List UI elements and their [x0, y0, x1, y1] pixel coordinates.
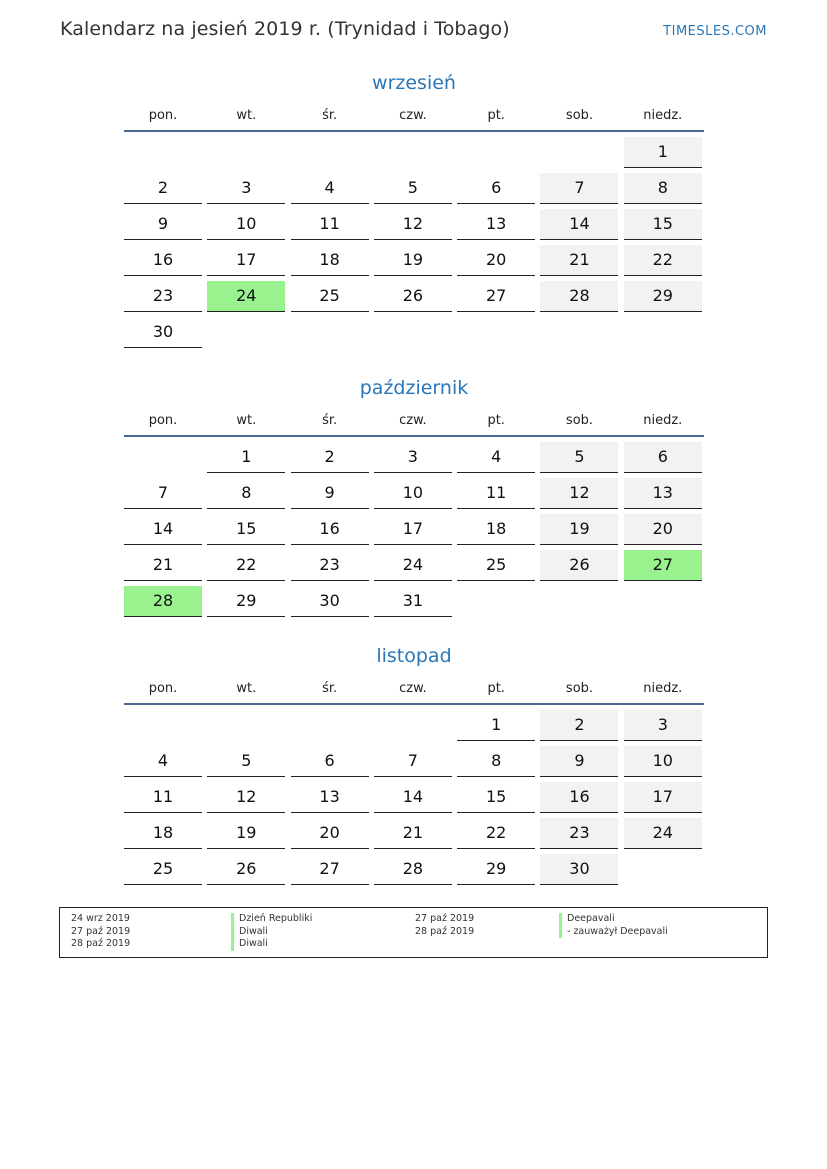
- weekday-header: [124, 679, 704, 705]
- weekday-label: pon.: [148, 413, 178, 428]
- day-cell: 16: [540, 782, 618, 813]
- day-cell: 2: [540, 710, 618, 741]
- empty-cell: [374, 137, 452, 167]
- day-cell: 4: [291, 173, 369, 204]
- weekday-label: pon.: [148, 681, 178, 696]
- legend-date: 27 paź 2019: [415, 913, 475, 924]
- day-cell: 3: [624, 710, 702, 741]
- day-cell: 6: [291, 746, 369, 777]
- day-cell: 15: [624, 209, 702, 240]
- legend-holiday-name: Dzień Republiki: [231, 913, 312, 926]
- legend-dates-col-1: [71, 913, 130, 951]
- weekday-label: czw.: [399, 108, 427, 123]
- day-cell: 22: [624, 245, 702, 276]
- day-cell: 14: [124, 514, 202, 545]
- month-title: październik: [359, 377, 469, 399]
- day-cell: 20: [457, 245, 535, 276]
- legend-holiday-name: Deepavali: [559, 913, 668, 926]
- day-cell: 6: [457, 173, 535, 204]
- day-cell: 19: [207, 818, 285, 849]
- legend-date: 27 paź 2019: [71, 925, 131, 937]
- day-cell: 19: [540, 514, 618, 545]
- day-cell: 19: [374, 245, 452, 276]
- day-cell: 23: [540, 818, 618, 849]
- legend-holiday-name: - zauważył Deepavali: [559, 926, 668, 939]
- weekday-label: śr.: [322, 413, 338, 428]
- day-cell: 29: [624, 281, 702, 312]
- weekday-label: czw.: [399, 681, 427, 696]
- day-cell: 15: [207, 514, 285, 545]
- day-cell: 8: [457, 746, 535, 777]
- weekday-label: czw.: [399, 413, 427, 428]
- weekday-label: sob.: [565, 413, 594, 428]
- day-cell: 24: [624, 818, 702, 849]
- legend-dates-col-2: [415, 913, 474, 938]
- day-cell: 30: [124, 317, 202, 348]
- legend-holiday-name: Diwali: [231, 938, 312, 951]
- weekday-label: pt.: [487, 413, 505, 428]
- weekday-label: śr.: [322, 681, 338, 696]
- day-cell: 9: [124, 209, 202, 240]
- day-cell: 13: [624, 478, 702, 509]
- empty-cell: [207, 710, 285, 740]
- day-cell: 14: [374, 782, 452, 813]
- day-cell: 9: [540, 746, 618, 777]
- day-cell: 22: [457, 818, 535, 849]
- day-cell: 4: [457, 442, 535, 473]
- day-cell: 16: [291, 514, 369, 545]
- weekday-label: niedz.: [643, 108, 683, 123]
- day-cell: 28: [540, 281, 618, 312]
- day-cell: 18: [124, 818, 202, 849]
- day-cell: 18: [457, 514, 535, 545]
- day-cell: 2: [124, 173, 202, 204]
- day-cell: 29: [207, 586, 285, 617]
- day-cell: 23: [291, 550, 369, 581]
- day-grid: [124, 137, 704, 348]
- day-cell: 12: [540, 478, 618, 509]
- day-cell: 5: [374, 173, 452, 204]
- day-cell: 26: [540, 550, 618, 581]
- day-cell: 29: [457, 854, 535, 885]
- legend-holiday-name: Diwali: [231, 926, 312, 939]
- empty-cell: [124, 710, 202, 740]
- day-cell: 1: [457, 710, 535, 741]
- day-cell: 28: [374, 854, 452, 885]
- day-cell: 26: [207, 854, 285, 885]
- day-cell: 11: [124, 782, 202, 813]
- day-cell: 30: [291, 586, 369, 617]
- empty-cell: [540, 137, 618, 167]
- holiday-day-cell: 28: [124, 586, 202, 617]
- day-cell: 21: [124, 550, 202, 581]
- day-cell: 1: [207, 442, 285, 473]
- page-title: Kalendarz na jesień 2019 r. (Trynidad i Tobago): [60, 18, 510, 40]
- day-cell: 12: [207, 782, 285, 813]
- empty-cell: [124, 137, 202, 167]
- day-cell: 11: [457, 478, 535, 509]
- day-cell: 17: [207, 245, 285, 276]
- empty-cell: [291, 710, 369, 740]
- weekday-label: śr.: [322, 108, 338, 123]
- day-cell: 5: [540, 442, 618, 473]
- day-cell: 8: [624, 173, 702, 204]
- day-cell: 14: [540, 209, 618, 240]
- day-cell: 1: [624, 137, 702, 168]
- weekday-label: pon.: [148, 108, 178, 123]
- day-cell: 8: [207, 478, 285, 509]
- empty-cell: [124, 442, 202, 472]
- day-cell: 15: [457, 782, 535, 813]
- day-cell: 12: [374, 209, 452, 240]
- empty-cell: [457, 137, 535, 167]
- empty-cell: [207, 137, 285, 167]
- holiday-day-cell: 24: [207, 281, 285, 312]
- day-cell: 22: [207, 550, 285, 581]
- day-cell: 3: [207, 173, 285, 204]
- weekday-label: sob.: [565, 108, 594, 123]
- day-cell: 4: [124, 746, 202, 777]
- day-cell: 3: [374, 442, 452, 473]
- day-cell: 17: [624, 782, 702, 813]
- day-cell: 25: [291, 281, 369, 312]
- holiday-legend: [59, 907, 768, 958]
- day-cell: 5: [207, 746, 285, 777]
- day-cell: 2: [291, 442, 369, 473]
- weekday-label: pt.: [487, 681, 505, 696]
- weekday-label: wt.: [236, 108, 257, 123]
- day-cell: 21: [540, 245, 618, 276]
- day-cell: 21: [374, 818, 452, 849]
- month-november: [124, 643, 704, 885]
- legend-date: 28 paź 2019: [415, 925, 475, 937]
- legend-date: 24 wrz 2019: [71, 913, 130, 924]
- day-cell: 10: [374, 478, 452, 509]
- month-october: [124, 375, 704, 617]
- weekday-label: niedz.: [643, 681, 683, 696]
- day-cell: 31: [374, 586, 452, 617]
- weekday-header: [124, 106, 704, 132]
- day-cell: 13: [291, 782, 369, 813]
- day-cell: 7: [540, 173, 618, 204]
- day-cell: 6: [624, 442, 702, 473]
- empty-cell: [374, 710, 452, 740]
- day-cell: 18: [291, 245, 369, 276]
- month-title: listopad: [376, 645, 452, 667]
- day-cell: 10: [624, 746, 702, 777]
- day-cell: 25: [457, 550, 535, 581]
- day-cell: 7: [124, 478, 202, 509]
- weekday-label: wt.: [236, 681, 257, 696]
- day-cell: 13: [457, 209, 535, 240]
- day-cell: 7: [374, 746, 452, 777]
- day-cell: 9: [291, 478, 369, 509]
- empty-cell: [291, 137, 369, 167]
- day-cell: 27: [291, 854, 369, 885]
- day-cell: 17: [374, 514, 452, 545]
- day-cell: 23: [124, 281, 202, 312]
- month-title: wrzesień: [372, 72, 456, 94]
- day-cell: 25: [124, 854, 202, 885]
- day-cell: 24: [374, 550, 452, 581]
- holiday-day-cell: 27: [624, 550, 702, 581]
- day-grid: [124, 710, 704, 885]
- day-cell: 16: [124, 245, 202, 276]
- day-cell: 30: [540, 854, 618, 885]
- day-cell: 20: [624, 514, 702, 545]
- weekday-label: pt.: [487, 108, 505, 123]
- day-cell: 10: [207, 209, 285, 240]
- weekday-label: wt.: [236, 413, 257, 428]
- month-september: [124, 70, 704, 348]
- legend-names-col-1: [231, 913, 312, 951]
- day-cell: 11: [291, 209, 369, 240]
- legend-date: 28 paź 2019: [71, 938, 131, 949]
- weekday-header: [124, 411, 704, 437]
- day-cell: 20: [291, 818, 369, 849]
- weekday-label: niedz.: [643, 413, 683, 428]
- legend-names-col-2: [559, 913, 668, 938]
- weekday-label: sob.: [565, 681, 594, 696]
- day-grid: [124, 442, 704, 617]
- site-link[interactable]: TIMESLES.COM: [663, 24, 767, 39]
- day-cell: 26: [374, 281, 452, 312]
- day-cell: 27: [457, 281, 535, 312]
